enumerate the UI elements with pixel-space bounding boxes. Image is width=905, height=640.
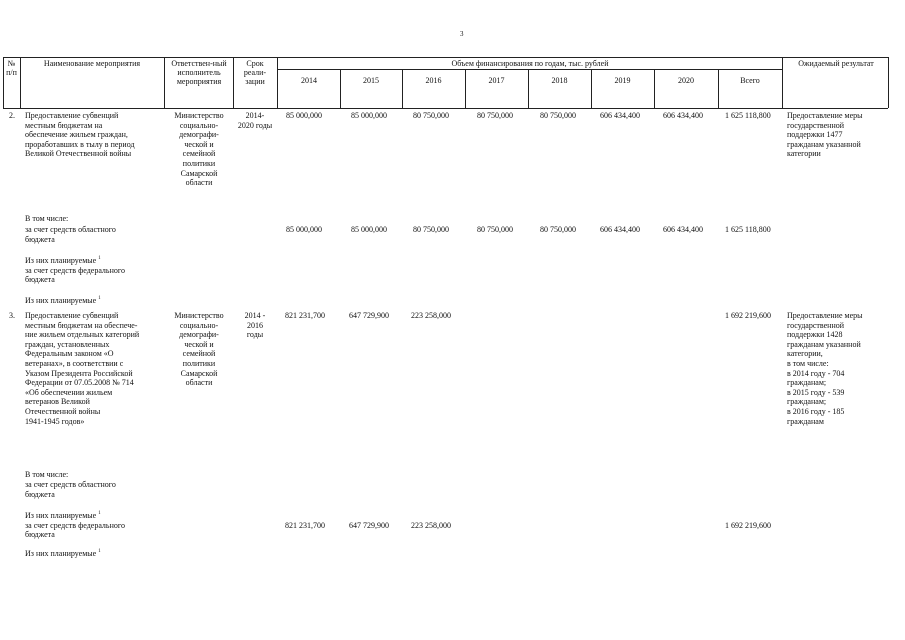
header-year-2014: 2014 [301,76,317,85]
row3-term-line: 2014 - [244,311,266,320]
row3-result-line: гражданам; [787,378,827,388]
header-funding: Объем финансирования по годам, тыс. рублей [451,59,609,68]
row2-regional-total: 1 625 118,800 [725,225,771,234]
row2-name-line: Великой Отечественной войны [25,149,132,159]
row3-resp-line: области [185,378,213,388]
row2-federal-label: бюджета [25,275,55,285]
row3-result-line: категории, [787,349,823,359]
row2-term-line: 2014- [245,111,265,120]
header-responsible: Ответствен-ный исполнитель мероприятия [171,59,227,86]
row3-planned-label: Из них планируемые $^1$ [25,511,101,520]
header-year-2017: 2017 [488,76,505,85]
row2-result-line: поддержки 1477 [787,130,843,140]
header-year-2020: 2020 [678,76,694,85]
row3-resp-line: Министерство [174,311,224,320]
row2-value-total: 1 625 118,800 [725,111,771,120]
row3-name-line: Предоставление субвенций [25,311,119,320]
row2-value-2014: 85 000,000 [286,111,322,120]
row3-name-line: Федеральным законом «О [25,349,114,359]
row3-federal-label: за счет средств федерального [25,520,125,530]
row3-resp-line: Самарской [180,368,218,378]
header-year-2015: 2015 [363,76,379,85]
row3-federal-total: 1 692 219,600 [725,520,771,530]
row2-planned-label: Из них планируемые $^1$ [25,296,101,305]
row3-result-line: в том числе: [787,359,829,368]
row2-resp-line: социально- [179,120,219,130]
row3-value-2014: 821 231,700 [285,311,325,320]
row2-federal-label: за счет средств федерального [25,265,125,275]
row2-num: 2. [9,111,15,120]
row3-federal-label: бюджета [25,530,55,540]
row2-resp-line: ческой и [184,139,214,149]
page-number: 3 [460,30,464,38]
row2-resp-line: демографи- [179,130,219,140]
row2-regional-2014: 85 000,000 [286,225,322,234]
row3-result-line: поддержки 1428 [787,330,843,340]
row3-name-line: Отечественной войны [25,407,101,416]
row2-value-2017: 80 750,000 [477,111,513,120]
row2-name-line: Предоставление субвенций [25,111,119,120]
row3-resp-line: семейной [182,349,216,359]
row3-name-line: Указом Президента Российской [25,368,133,378]
row3-including-label: В том числе: [25,470,69,479]
header-year-2016: 2016 [425,76,442,85]
row3-resp-line: демографи- [179,330,219,340]
header-term: Срок реали-зации [243,59,267,86]
row3-federal-2016: 223 258,000 [411,520,451,530]
row2-value-2019: 606 434,400 [600,111,640,120]
row2-result-line: Предоставление меры [787,111,863,120]
row2-including-label: В том числе: [25,214,69,223]
row2-regional-2020: 606 434,400 [663,225,703,234]
row2-regional-label: за счет средств областного [25,225,116,234]
row2-regional-2019: 606 434,400 [600,225,640,234]
row2-value-2016: 80 750,000 [413,111,449,120]
header-name: Наименование мероприятия [43,59,141,68]
row3-result-line: в 2016 году - 185 [787,407,845,416]
row2-name-line: обеспечение жильем граждан, [25,130,128,140]
row3-num: 3. [9,311,15,320]
row3-federal-2015: 647 729,900 [349,520,389,530]
row3-name-line: 1941-1945 годов» [25,416,85,426]
header-num: № п/п [6,59,17,77]
row2-result-line: гражданам указанной [787,139,861,149]
header-year-total: Всего [740,76,760,85]
row2-name-line: проработавших в тылу в период [25,139,135,149]
row2-resp-line: политики [182,159,216,168]
row2-name-line: местным бюджетам на [25,120,103,130]
row3-name-line: «Об обеспечении жильем [25,387,113,397]
row3-result-line: в 2015 году - 539 [787,387,845,397]
row3-name-line: ветеранов Великой [25,397,90,407]
row3-value-2016: 223 258,000 [411,311,451,320]
row2-regional-2016: 80 750,000 [413,225,449,234]
row3-name-line: ветеранах», в соответствии с [25,359,124,368]
row3-result-line: гражданам [787,416,824,426]
row3-result-line: Предоставление меры [787,311,863,320]
row3-name-line: Федерации от 07.05.2008 № 714 [25,378,134,388]
row2-planned-label: Из них планируемые $^1$ [25,256,101,265]
row3-federal-2014: 821 231,700 [285,520,325,530]
row2-value-2018: 80 750,000 [540,111,576,120]
row2-regional-label: бюджета [25,234,55,244]
row3-resp-line: политики [182,359,216,368]
row3-regional-label: за счет средств областного [25,480,116,489]
row2-term-line: 2020 годы [237,120,273,130]
row3-value-total: 1 692 219,600 [725,311,771,320]
row2-result-line: категории [787,149,821,159]
row3-planned-label: Из них планируемые $^1$ [25,549,101,558]
row3-regional-label: бюджета [25,489,55,499]
row2-result-line: государственной [787,120,845,130]
row3-result-line: государственной [787,320,845,330]
row2-regional-2017: 80 750,000 [477,225,513,234]
row3-result-line: в 2014 году - 704 [787,368,845,378]
row3-name-line: местным бюджетам на обеспече- [25,320,138,330]
row3-result-line: гражданам указанной [787,339,861,349]
row3-name-line: граждан, установленных [25,339,110,349]
row3-name-line: ние жильем отдельных категорий [25,330,140,340]
row2-resp-line: области [185,178,213,188]
row2-value-2020: 606 434,400 [663,111,703,120]
row3-resp-line: социально- [179,320,219,330]
header-year-2018: 2018 [551,76,568,85]
header-year-2019: 2019 [614,76,631,85]
row2-value-2015: 85 000,000 [351,111,387,120]
row3-term-line: 2016 [247,320,263,330]
header-result: Ожидаемый результат [798,59,874,68]
row3-term-line: годы [246,330,264,340]
row2-regional-2015: 85 000,000 [351,225,387,234]
row2-resp-line: Министерство [174,111,224,120]
row2-resp-line: Самарской [180,168,218,178]
row2-resp-line: семейной [182,149,216,159]
row3-result-line: гражданам; [787,397,827,407]
row3-resp-line: ческой и [184,339,214,349]
row2-regional-2018: 80 750,000 [540,225,576,234]
row3-value-2015: 647 729,900 [349,311,389,320]
